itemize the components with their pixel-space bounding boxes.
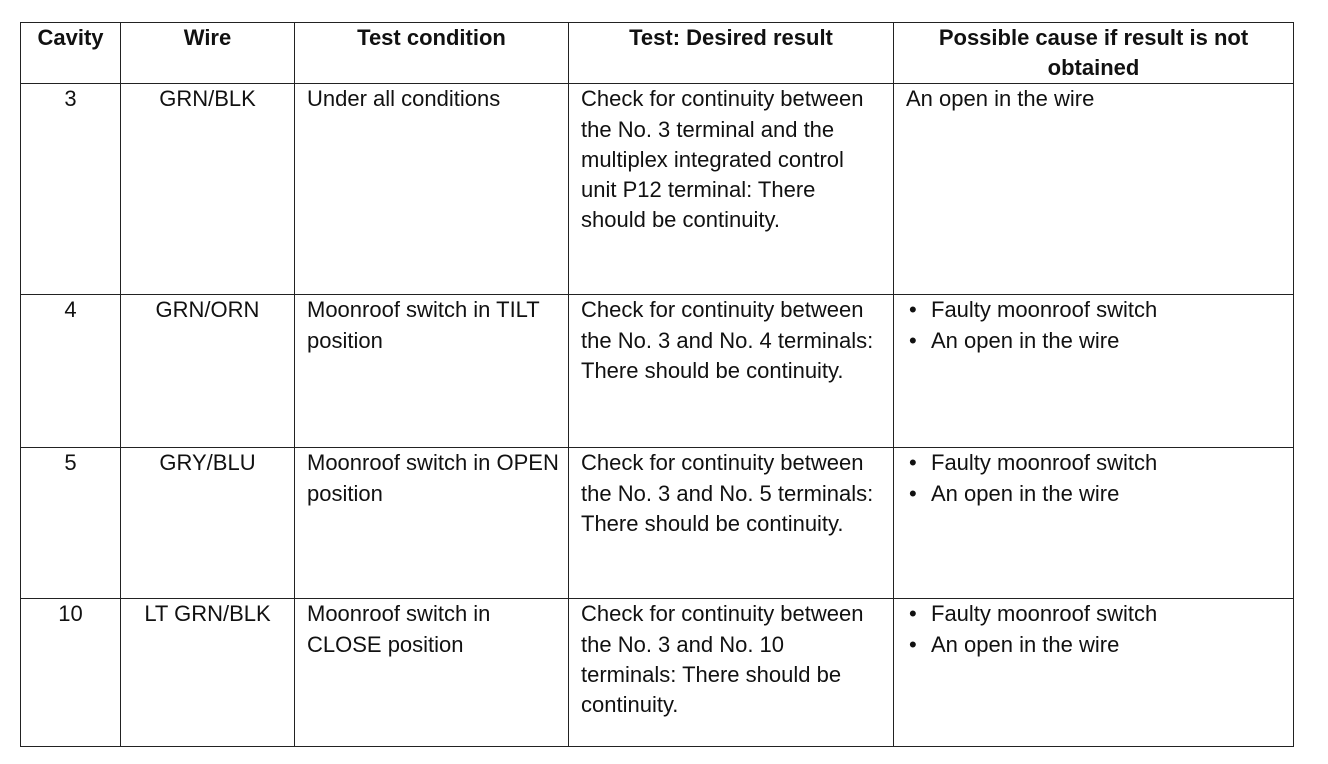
cavity-cell: 10: [21, 599, 121, 747]
cause-cell: An open in the wire: [894, 84, 1294, 295]
condition-cell: Under all conditions: [295, 84, 569, 295]
condition-cell: Moonroof switch in TILT position: [295, 295, 569, 448]
result-cell: Check for continuity between the No. 3 and No. 10 terminals: There should be continuity.: [569, 599, 894, 747]
connector-test-table: [20, 22, 1294, 747]
header-desired-result: Test: Desired result: [569, 23, 894, 84]
cause-item: • An open in the wire: [906, 326, 1285, 356]
cavity-cell: 4: [21, 295, 121, 448]
table-row: [21, 84, 1294, 295]
table-row: [21, 295, 1294, 448]
cause-item: • Faulty moonroof switch: [906, 448, 1285, 478]
wire-cell: GRN/BLK: [121, 84, 295, 295]
cause-cell: [894, 448, 1294, 599]
cause-cell: [894, 599, 1294, 747]
cause-item: • Faulty moonroof switch: [906, 599, 1285, 629]
cause-item: • An open in the wire: [906, 479, 1285, 509]
result-cell: Check for continuity between the No. 3 and No. 5 terminals: There should be continuity.: [569, 448, 894, 599]
table-row: [21, 599, 1294, 747]
header-wire: Wire: [121, 23, 295, 84]
cause-list: [906, 295, 1285, 355]
table-body: [21, 84, 1294, 747]
cavity-cell: 3: [21, 84, 121, 295]
condition-cell: Moonroof switch in CLOSE position: [295, 599, 569, 747]
cavity-cell: 5: [21, 448, 121, 599]
cause-list: [906, 448, 1285, 508]
header-cavity: Cavity: [21, 23, 121, 84]
table-header: [21, 23, 1294, 84]
cause-list: [906, 599, 1285, 659]
result-cell: Check for continuity between the No. 3 and No. 4 terminals: There should be continuity.: [569, 295, 894, 448]
result-cell: Check for continuity between the No. 3 terminal and the multiplex integrated control unit P12 terminal: There should be continuity.: [569, 84, 894, 295]
table-row: [21, 448, 1294, 599]
wire-cell: GRY/BLU: [121, 448, 295, 599]
wire-cell: LT GRN/BLK: [121, 599, 295, 747]
header-possible-cause: Possible cause if result is not obtained: [894, 23, 1294, 84]
header-test-condition: Test condition: [295, 23, 569, 84]
wire-cell: GRN/ORN: [121, 295, 295, 448]
cause-cell: [894, 295, 1294, 448]
header-row: [21, 23, 1294, 84]
cause-item: • An open in the wire: [906, 630, 1285, 660]
condition-cell: Moonroof switch in OPEN position: [295, 448, 569, 599]
cause-item: • Faulty moonroof switch: [906, 295, 1285, 325]
